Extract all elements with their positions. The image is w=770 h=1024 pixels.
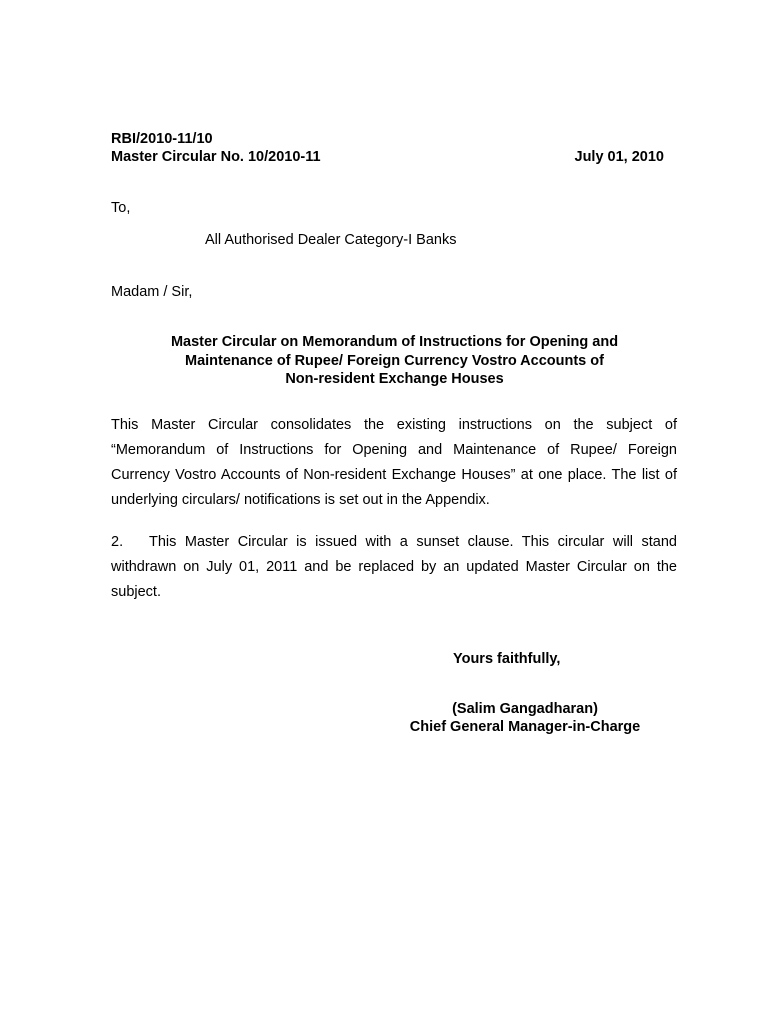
signatory-title: Chief General Manager-in-Charge	[409, 719, 641, 735]
signatory-name: (Salim Gangadharan)	[452, 701, 598, 717]
circular-date: July 01, 2010	[574, 149, 664, 165]
subject-heading	[111, 333, 678, 389]
circular-number: Master Circular No. 10/2010-11	[111, 149, 321, 165]
reference-number: RBI/2010-11/10	[111, 131, 213, 147]
subject-line-3: Non-resident Exchange Houses	[285, 371, 504, 387]
signatory-block	[395, 700, 655, 736]
paragraph-2-text: This Master Circular is issued with a sunset clause. This circular will stand withdrawn on July 01, 2011 and be replaced by an updated Master Circular on the subject.	[111, 534, 677, 600]
paragraph-number: 2.	[111, 534, 124, 550]
salutation: Madam / Sir,	[111, 284, 193, 300]
closing-phrase: Yours faithfully,	[453, 651, 561, 667]
reference-block	[111, 130, 321, 166]
body-paragraph-1: This Master Circular consolidates the existing instructions on the subject of “Memorandum of Instructions for Opening and Maintenance of Rupee/ Foreign Currency Vostro Accounts of Non-resident Exchange Houses” at one place. The list of underlying circulars/ notifications is set out in the Appendix.	[111, 417, 677, 508]
addressee: All Authorised Dealer Category-I Banks	[205, 232, 457, 248]
subject-line-2: Maintenance of Rupee/ Foreign Currency Vostro Accounts of	[185, 352, 604, 369]
body-paragraph-2	[111, 530, 677, 605]
subject-line-1: Master Circular on Memorandum of Instructions for Opening and	[170, 334, 619, 350]
to-label: To,	[111, 200, 131, 216]
